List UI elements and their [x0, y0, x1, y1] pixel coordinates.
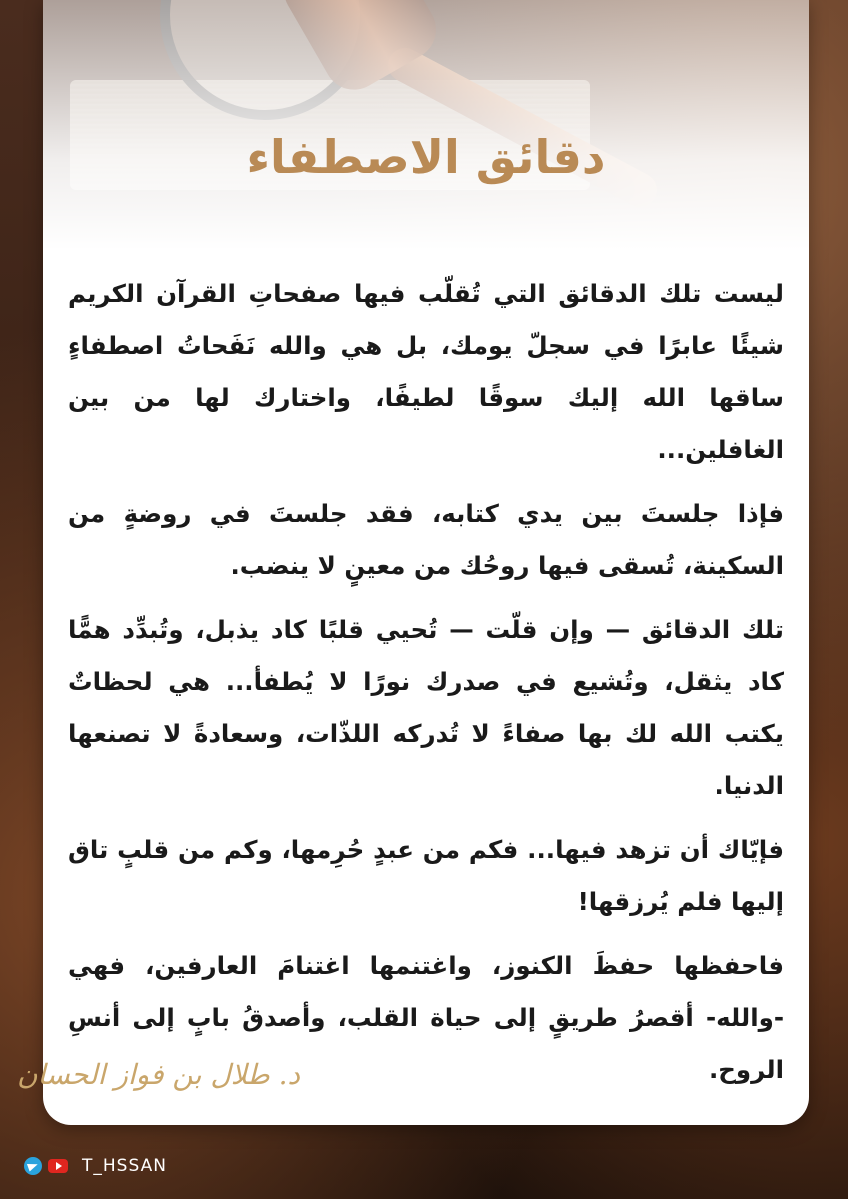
paragraph: ليست تلك الدقائق التي تُقلّب فيها صفحاتِ القرآن الكريم شيئًا عابرًا في سجلّ يومك، بل هي والله نَفَحاتُ اصطفاءٍ ساقها الله إليك سوقًا لطيفًا، واختارك لها من بين الغافلين...	[68, 279, 784, 464]
paragraph: فإيّاك أن تزهد فيها... فكم من عبدٍ حُرِمها، وكم من قلبٍ تاق إليها فلم يُرزقها!	[68, 835, 784, 916]
social-handle[interactable]: T_HSSAN	[82, 1156, 167, 1176]
paragraph: فاحفظها حفظَ الكنوز، واغتنمها اغتنامَ العارفين، فهي -والله- أقصرُ طريقٍ إلى حياة القلب، وأصدقُ بابٍ إلى أنسِ الروح.	[68, 951, 784, 1084]
youtube-icon[interactable]	[48, 1159, 68, 1173]
page-title: دقائق الاصطفاء	[246, 130, 606, 184]
article-body	[16, 268, 784, 1108]
social-footer	[24, 1154, 167, 1178]
author-signature: د. طلال بن فواز الحسان	[16, 1058, 300, 1091]
telegram-icon[interactable]	[24, 1157, 42, 1175]
paragraph: تلك الدقائق — وإن قلّت — تُحيي قلبًا كاد يذبل، وتُبدِّد همًّا كاد يثقل، وتُشيع في صدرك نورًا لا يُطفأ... هي لحظاتٌ يكتب الله لك بها صفاءً لا تُدركه اللذّات، وسعادةً لا تصنعها الدنيا.	[68, 615, 784, 800]
paragraph: فإذا جلستَ بين يدي كتابه، فقد جلستَ في روضةٍ من السكينة، تُسقى فيها روحُك من معينٍ لا ينضب.	[68, 499, 784, 580]
